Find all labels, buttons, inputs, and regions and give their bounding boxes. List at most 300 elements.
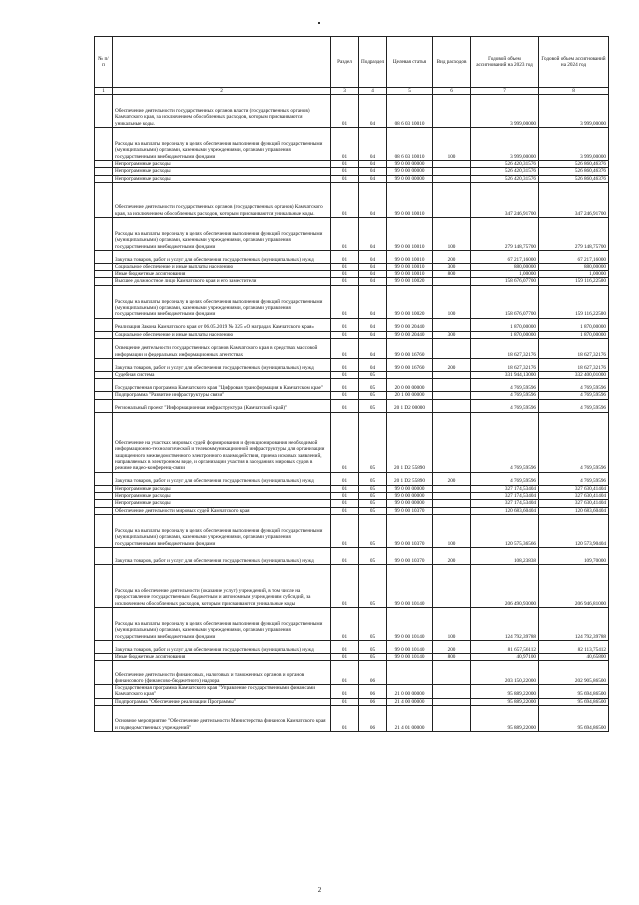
row-vol2024-cell: 40,65800 — [539, 653, 609, 660]
row-vol2023-cell: 95 889,22000 — [471, 685, 539, 699]
row-vol2024-cell: 526 860,46376 — [539, 175, 609, 182]
row-number-cell — [95, 318, 113, 331]
table-row — [95, 698, 609, 705]
row-subsection-cell: 05 — [359, 472, 387, 485]
row-section-cell: 01 — [331, 339, 359, 359]
table-row — [95, 128, 609, 161]
row-number-cell — [95, 547, 113, 564]
row-article-cell: 99 0 00 10010 — [387, 217, 433, 250]
row-number-cell — [95, 175, 113, 182]
row-article-cell: 99 0 00 10010 — [387, 263, 433, 270]
row-vol2024-cell: 4 769,59596 — [539, 392, 609, 399]
row-vol2024-cell: 202 905,86500 — [539, 661, 609, 685]
row-subsection-cell: 05 — [359, 507, 387, 514]
row-vol2023-cell: 18 627,32176 — [471, 359, 539, 372]
row-expense-type-cell: 100 — [433, 217, 471, 250]
table-row — [95, 285, 609, 318]
row-name-cell: Подпрограмма "Развитие инфраструктуры связи" — [113, 392, 331, 399]
row-article-cell: 99 0 00 16760 — [387, 339, 433, 359]
row-vol2024-cell: 82 113,75412 — [539, 640, 609, 653]
row-expense-type-cell — [433, 507, 471, 514]
table-row — [95, 500, 609, 507]
row-section-cell: 01 — [331, 399, 359, 412]
row-vol2023-cell: 95 889,22000 — [471, 706, 539, 732]
row-expense-type-cell — [433, 318, 471, 331]
table-row — [95, 661, 609, 685]
table-row — [95, 318, 609, 331]
row-name-cell: Высшее должностное лицо Камчатского края и его заместители — [113, 278, 331, 285]
row-expense-type-cell — [433, 168, 471, 175]
row-vol2024-cell: 327 630,41404 — [539, 485, 609, 492]
row-article-cell: 99 0 00 00000 — [387, 485, 433, 492]
row-expense-type-cell — [433, 661, 471, 685]
row-section-cell: 01 — [331, 175, 359, 182]
row-number-cell — [95, 331, 113, 338]
row-subsection-cell: 04 — [359, 278, 387, 285]
index-cell: 5 — [387, 88, 433, 95]
row-expense-type-cell — [433, 95, 471, 128]
row-vol2023-cell: 3 999,00000 — [471, 95, 539, 128]
header-subsection: Подраздел — [359, 37, 387, 88]
row-article-cell: 99 0 00 10140 — [387, 640, 433, 653]
row-section-cell: 01 — [331, 250, 359, 263]
row-number-cell — [95, 339, 113, 359]
row-section-cell: 01 — [331, 472, 359, 485]
row-section-cell: 01 — [331, 318, 359, 331]
row-expense-type-cell — [433, 339, 471, 359]
row-expense-type-cell: 200 — [433, 250, 471, 263]
row-subsection-cell: 05 — [359, 564, 387, 607]
row-number-cell — [95, 653, 113, 660]
row-subsection-cell: 05 — [359, 640, 387, 653]
table-row — [95, 492, 609, 499]
row-subsection-cell: 04 — [359, 217, 387, 250]
row-vol2023-cell: 347 246,91700 — [471, 182, 539, 217]
row-name-cell: Закупка товаров, работ и услуг для обеспечения государственных (муниципальных) нужд — [113, 359, 331, 372]
table-row — [95, 161, 609, 168]
row-article-cell: 20 1 D2 55890 — [387, 472, 433, 485]
row-vol2024-cell: 526 860,46376 — [539, 168, 609, 175]
row-section-cell: 01 — [331, 95, 359, 128]
table-row — [95, 412, 609, 472]
row-vol2023-cell: 526 420,31576 — [471, 168, 539, 175]
header-row — [95, 37, 609, 88]
row-section-cell: 01 — [331, 372, 359, 379]
row-vol2024-cell: 1 870,00000 — [539, 318, 609, 331]
row-article-cell: 99 0 00 10020 — [387, 278, 433, 285]
row-vol2024-cell: 3 999,00000 — [539, 128, 609, 161]
table-row — [95, 217, 609, 250]
row-article-cell: 20 0 00 00000 — [387, 379, 433, 392]
row-expense-type-cell — [433, 500, 471, 507]
row-expense-type-cell: 200 — [433, 640, 471, 653]
row-section-cell: 01 — [331, 359, 359, 372]
row-vol2024-cell: 18 627,32176 — [539, 359, 609, 372]
row-name-cell: Иные бюджетные ассигнования — [113, 271, 331, 278]
row-section-cell: 01 — [331, 161, 359, 168]
row-vol2024-cell: 347 246,91700 — [539, 182, 609, 217]
row-expense-type-cell — [433, 492, 471, 499]
row-number-cell — [95, 128, 113, 161]
row-vol2023-cell: 203 150,22000 — [471, 661, 539, 685]
row-expense-type-cell: 300 — [433, 263, 471, 270]
row-number-cell — [95, 685, 113, 699]
row-article-cell: 99 0 00 10370 — [387, 514, 433, 547]
row-name-cell: Непрограммные расходы — [113, 161, 331, 168]
row-section-cell: 01 — [331, 128, 359, 161]
row-vol2023-cell: 4 769,59596 — [471, 392, 539, 399]
row-expense-type-cell — [433, 278, 471, 285]
row-name-cell: Закупка товаров, работ и услуг для обеспечения государственных (муниципальных) нужд — [113, 472, 331, 485]
row-subsection-cell: 05 — [359, 379, 387, 392]
row-subsection-cell: 04 — [359, 359, 387, 372]
row-article-cell: 20 1 00 00000 — [387, 392, 433, 399]
row-article-cell: 99 0 00 00000 — [387, 175, 433, 182]
row-number-cell — [95, 168, 113, 175]
row-name-cell: Судебная система — [113, 372, 331, 379]
row-expense-type-cell: 100 — [433, 514, 471, 547]
row-name-cell: Непрограммные расходы — [113, 485, 331, 492]
table-row — [95, 250, 609, 263]
row-subsection-cell: 04 — [359, 175, 387, 182]
row-article-cell: 99 0 00 00000 — [387, 161, 433, 168]
row-vol2024-cell: 880,00000 — [539, 263, 609, 270]
row-vol2024-cell: 4 769,59596 — [539, 412, 609, 472]
row-vol2023-cell: 120 683,60404 — [471, 507, 539, 514]
row-expense-type-cell — [433, 564, 471, 607]
table-row — [95, 706, 609, 732]
table-row — [95, 331, 609, 338]
row-section-cell: 01 — [331, 507, 359, 514]
row-name-cell: Непрограммные расходы — [113, 175, 331, 182]
row-expense-type-cell: 100 — [433, 607, 471, 640]
row-vol2024-cell: 159 116,22500 — [539, 285, 609, 318]
row-expense-type-cell — [433, 392, 471, 399]
table-row — [95, 95, 609, 128]
row-section-cell: 01 — [331, 547, 359, 564]
row-section-cell: 01 — [331, 271, 359, 278]
row-number-cell — [95, 500, 113, 507]
row-subsection-cell: 06 — [359, 685, 387, 699]
row-vol2024-cell: 4 769,59596 — [539, 379, 609, 392]
row-number-cell — [95, 507, 113, 514]
row-vol2024-cell: 95 694,86500 — [539, 685, 609, 699]
row-name-cell: Государственная программа Камчатского края "Управление государственными финансами Камчатского края" — [113, 685, 331, 699]
table-row — [95, 372, 609, 379]
row-vol2023-cell: 1,00000 — [471, 271, 539, 278]
row-expense-type-cell — [433, 161, 471, 168]
row-subsection-cell: 05 — [359, 607, 387, 640]
row-section-cell: 01 — [331, 653, 359, 660]
table-row — [95, 271, 609, 278]
row-subsection-cell: 04 — [359, 128, 387, 161]
row-subsection-cell: 04 — [359, 331, 387, 338]
row-section-cell: 01 — [331, 661, 359, 685]
index-cell: 8 — [539, 88, 609, 95]
row-section-cell: 01 — [331, 564, 359, 607]
row-article-cell: 99 0 00 00000 — [387, 500, 433, 507]
row-number-cell — [95, 372, 113, 379]
row-article-cell: 99 0 00 20440 — [387, 331, 433, 338]
row-article-cell — [387, 661, 433, 685]
row-number-cell — [95, 95, 113, 128]
row-expense-type-cell: 200 — [433, 547, 471, 564]
row-name-cell: Региональный проект "Информационная инфраструктура (Камчатский край)" — [113, 399, 331, 412]
row-vol2024-cell: 332 400,01000 — [539, 372, 609, 379]
row-number-cell — [95, 278, 113, 285]
row-name-cell: Реализация Закона Камчатского края от 06.05.2019 № 325 «О наградах Камчатского края» — [113, 318, 331, 331]
row-vol2024-cell: 279 148,75700 — [539, 217, 609, 250]
row-vol2023-cell: 18 627,32176 — [471, 339, 539, 359]
table-row — [95, 507, 609, 514]
row-article-cell: 99 0 00 10020 — [387, 285, 433, 318]
table-row — [95, 359, 609, 372]
row-vol2024-cell: 1 870,00000 — [539, 331, 609, 338]
index-cell: 2 — [113, 88, 331, 95]
row-vol2024-cell: 120 683,60404 — [539, 507, 609, 514]
row-name-cell: Обеспечение на участках мировых судей формирования и функционирования необходимой информационно-технологической и телекоммуникационной инфраструктуры для организации защищенного межведомственного электронного взаимодействия, приема исковых заявлений, направляемых в электронном виде, и организации участия в заседаниях мировых судов в режиме видео-конференц-связи — [113, 412, 331, 472]
row-vol2023-cell: 4 769,59596 — [471, 399, 539, 412]
row-article-cell: 99 0 00 10140 — [387, 653, 433, 660]
row-vol2023-cell: 526 420,31576 — [471, 175, 539, 182]
row-article-cell: 21 4 00 00000 — [387, 698, 433, 705]
row-number-cell — [95, 564, 113, 607]
row-subsection-cell: 04 — [359, 285, 387, 318]
row-number-cell — [95, 399, 113, 412]
table-row — [95, 485, 609, 492]
row-name-cell: Расходы на выплаты персоналу в целях обеспечения выполнения функций государственными (муниципальными) органами, казенными учреждениями, органами управления государственными внебюджетными фондами — [113, 285, 331, 318]
row-subsection-cell: 05 — [359, 372, 387, 379]
row-vol2023-cell: 279 148,75700 — [471, 217, 539, 250]
table-row — [95, 640, 609, 653]
table-row — [95, 514, 609, 547]
row-section-cell: 01 — [331, 500, 359, 507]
row-name-cell: Основное мероприятие "Обеспечение деятельности Министерства финансов Камчатского края и подведомственных учреждений" — [113, 706, 331, 732]
row-expense-type-cell: 100 — [433, 128, 471, 161]
row-expense-type-cell — [433, 706, 471, 732]
row-subsection-cell: 05 — [359, 514, 387, 547]
table-row — [95, 399, 609, 412]
row-number-cell — [95, 182, 113, 217]
row-vol2024-cell: 4 769,59596 — [539, 399, 609, 412]
row-expense-type-cell — [433, 485, 471, 492]
header-expense-type: Вид расходов — [433, 37, 471, 88]
row-subsection-cell: 05 — [359, 392, 387, 399]
table-row — [95, 339, 609, 359]
row-expense-type-cell: 300 — [433, 331, 471, 338]
row-vol2023-cell: 3 999,00000 — [471, 128, 539, 161]
row-vol2023-cell: 120 575,36566 — [471, 514, 539, 547]
row-vol2023-cell: 327 174,53404 — [471, 500, 539, 507]
row-name-cell: Обеспечение деятельности государственных органов (государственных органов) Камчатского края, за исключением обособленных расходов, которым присваиваются уникальные коды. — [113, 182, 331, 217]
row-name-cell: Социальное обеспечение и иные выплаты населению — [113, 263, 331, 270]
row-expense-type-cell — [433, 175, 471, 182]
row-vol2023-cell: 81 657,56112 — [471, 640, 539, 653]
row-article-cell: 20 1 D2 55890 — [387, 412, 433, 472]
row-name-cell: Государственная программа Камчатского края "Цифровая трансформация в Камчатском крае" — [113, 379, 331, 392]
row-expense-type-cell — [433, 372, 471, 379]
budget-table — [94, 36, 609, 732]
row-vol2023-cell: 108,23838 — [471, 547, 539, 564]
row-number-cell — [95, 392, 113, 399]
row-name-cell: Закупка товаров, работ и услуг для обеспечения государственных (муниципальных) нужд — [113, 640, 331, 653]
row-vol2024-cell: 526 860,46376 — [539, 161, 609, 168]
row-vol2023-cell: 4 769,59596 — [471, 379, 539, 392]
row-article-cell: 08 6 03 10010 — [387, 128, 433, 161]
row-section-cell: 01 — [331, 685, 359, 699]
row-name-cell: Расходы на выплаты персоналу в целях обеспечения выполнения функций государственными (муниципальными) органами, казенными учреждениями, органами управления государственными внебюджетными фондами — [113, 217, 331, 250]
row-expense-type-cell: 200 — [433, 472, 471, 485]
row-vol2023-cell: 331 944,13000 — [471, 372, 539, 379]
row-vol2023-cell: 1 870,00000 — [471, 331, 539, 338]
row-number-cell — [95, 706, 113, 732]
header-num: № п/п — [95, 37, 113, 88]
table-row — [95, 547, 609, 564]
row-subsection-cell: 04 — [359, 161, 387, 168]
table-row — [95, 653, 609, 660]
header-name — [113, 37, 331, 88]
row-article-cell: 99 0 00 16760 — [387, 359, 433, 372]
table-row — [95, 607, 609, 640]
index-cell: 7 — [471, 88, 539, 95]
row-number-cell — [95, 661, 113, 685]
row-number-cell — [95, 698, 113, 705]
row-vol2023-cell: 40,97100 — [471, 653, 539, 660]
row-subsection-cell: 05 — [359, 547, 387, 564]
row-article-cell: 21 0 00 00000 — [387, 685, 433, 699]
row-subsection-cell: 05 — [359, 485, 387, 492]
row-vol2024-cell: 67 217,16000 — [539, 250, 609, 263]
row-number-cell — [95, 640, 113, 653]
row-article-cell: 99 0 00 10010 — [387, 182, 433, 217]
row-vol2023-cell: 880,00000 — [471, 263, 539, 270]
row-subsection-cell: 06 — [359, 706, 387, 732]
row-number-cell — [95, 217, 113, 250]
row-vol2023-cell: 158 676,07700 — [471, 278, 539, 285]
row-article-cell: 99 0 00 20440 — [387, 318, 433, 331]
row-name-cell: Подпрограмма "Обеспечение реализации Программы" — [113, 698, 331, 705]
row-vol2023-cell: 4 769,59596 — [471, 472, 539, 485]
row-vol2024-cell: 18 627,32176 — [539, 339, 609, 359]
row-section-cell: 01 — [331, 607, 359, 640]
row-section-cell: 01 — [331, 640, 359, 653]
row-vol2024-cell: 327 630,41404 — [539, 500, 609, 507]
row-expense-type-cell: 100 — [433, 285, 471, 318]
row-section-cell: 01 — [331, 412, 359, 472]
row-name-cell: Непрограммные расходы — [113, 492, 331, 499]
table-row — [95, 685, 609, 699]
row-section-cell: 01 — [331, 698, 359, 705]
row-vol2023-cell: 124 792,39788 — [471, 607, 539, 640]
row-expense-type-cell — [433, 698, 471, 705]
row-subsection-cell: 06 — [359, 698, 387, 705]
header-section: Раздел — [331, 37, 359, 88]
table-row — [95, 263, 609, 270]
row-number-cell — [95, 514, 113, 547]
row-vol2024-cell: 159 116,22500 — [539, 278, 609, 285]
row-vol2024-cell: 120 573,90404 — [539, 514, 609, 547]
row-subsection-cell: 04 — [359, 271, 387, 278]
row-vol2023-cell: 327 174,53404 — [471, 485, 539, 492]
row-number-cell — [95, 472, 113, 485]
row-section-cell: 01 — [331, 263, 359, 270]
row-name-cell: Расходы на выплаты персоналу в целях обеспечения выполнения функций государственными (муниципальными) органами, казенными учреждениями, органами управления государственными внебюджетными фондами — [113, 514, 331, 547]
row-vol2023-cell: 95 889,22000 — [471, 698, 539, 705]
row-number-cell — [95, 379, 113, 392]
row-section-cell: 01 — [331, 331, 359, 338]
row-article-cell: 99 0 00 10140 — [387, 564, 433, 607]
row-vol2024-cell: 124 792,39788 — [539, 607, 609, 640]
row-name-cell: Расходы на обеспечение деятельности (оказание услуг) учреждений, в том числе на предоставление государственным бюджетным и автономным учреждениям субсидий, за исключением обособленных расходов, которым присваиваются уникальные коды — [113, 564, 331, 607]
row-subsection-cell: 05 — [359, 492, 387, 499]
row-article-cell: 99 0 00 00000 — [387, 168, 433, 175]
row-name-cell: Закупка товаров, работ и услуг для обеспечения государственных (муниципальных) нужд — [113, 547, 331, 564]
row-article-cell: 20 1 D2 00000 — [387, 399, 433, 412]
row-subsection-cell: 04 — [359, 168, 387, 175]
row-vol2024-cell: 4 769,59596 — [539, 472, 609, 485]
row-name-cell: Освещение деятельности государственных органов Камчатского края в средствах массовой информации и федеральных информационных агентствах — [113, 339, 331, 359]
row-article-cell: 99 0 00 10140 — [387, 607, 433, 640]
row-name-cell: Непрограммные расходы — [113, 168, 331, 175]
row-subsection-cell: 04 — [359, 95, 387, 128]
row-number-cell — [95, 161, 113, 168]
row-expense-type-cell: 200 — [433, 359, 471, 372]
row-article-cell: 99 0 00 10010 — [387, 250, 433, 263]
header-vol2023: Годовой объем ассигнований на 2023 год — [471, 37, 539, 88]
table-body — [95, 95, 609, 732]
row-subsection-cell: 05 — [359, 412, 387, 472]
table-row — [95, 472, 609, 485]
row-number-cell — [95, 285, 113, 318]
row-subsection-cell: 04 — [359, 263, 387, 270]
row-vol2023-cell: 327 174,53404 — [471, 492, 539, 499]
row-subsection-cell: 04 — [359, 182, 387, 217]
row-vol2024-cell: 95 694,86500 — [539, 698, 609, 705]
row-section-cell: 01 — [331, 182, 359, 217]
row-article-cell: 08 6 03 10010 — [387, 95, 433, 128]
table-row — [95, 182, 609, 217]
row-section-cell: 01 — [331, 379, 359, 392]
row-expense-type-cell: 800 — [433, 653, 471, 660]
table-row — [95, 564, 609, 607]
row-section-cell: 01 — [331, 168, 359, 175]
row-number-cell — [95, 271, 113, 278]
index-cell: 4 — [359, 88, 387, 95]
row-vol2024-cell: 109,70000 — [539, 547, 609, 564]
row-section-cell: 01 — [331, 217, 359, 250]
header-vol2024: Годовой объем ассигнований на 2024 год — [539, 37, 609, 88]
row-expense-type-cell: 800 — [433, 271, 471, 278]
row-number-cell — [95, 607, 113, 640]
row-number-cell — [95, 263, 113, 270]
row-vol2024-cell: 206 946,81000 — [539, 564, 609, 607]
row-expense-type-cell — [433, 685, 471, 699]
row-number-cell — [95, 485, 113, 492]
index-row — [95, 88, 609, 95]
row-vol2023-cell: 206 490,93000 — [471, 564, 539, 607]
table-row — [95, 379, 609, 392]
row-subsection-cell: 05 — [359, 399, 387, 412]
row-article-cell: 99 0 00 00000 — [387, 492, 433, 499]
row-subsection-cell: 04 — [359, 318, 387, 331]
row-vol2023-cell: 4 769,59596 — [471, 412, 539, 472]
scan-dot — [318, 22, 320, 24]
row-section-cell: 01 — [331, 514, 359, 547]
row-vol2023-cell: 158 676,07700 — [471, 285, 539, 318]
row-name-cell: Иные бюджетные ассигнования — [113, 653, 331, 660]
row-expense-type-cell — [433, 182, 471, 217]
row-section-cell: 01 — [331, 706, 359, 732]
